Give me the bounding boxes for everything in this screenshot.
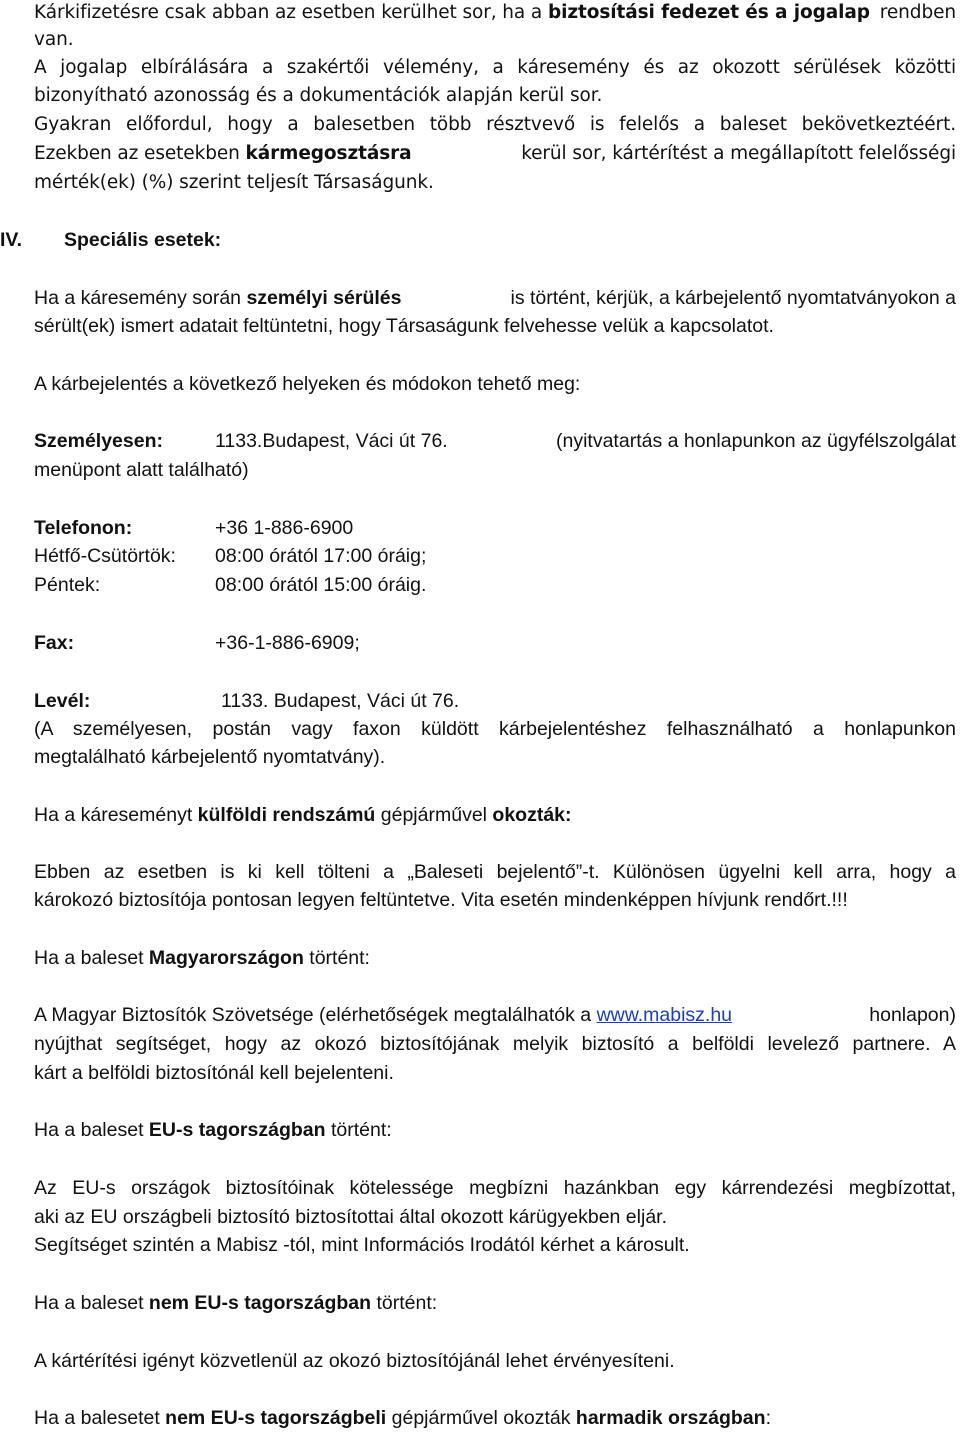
text-span: történt: <box>303 947 370 969</box>
text-span: Ha a balesetet <box>34 1407 166 1429</box>
text-span: Ha a baleset <box>34 1119 149 1141</box>
hungary-line-3: kárt a belföldi biztosítónál kell bejelenteni. <box>34 1062 394 1084</box>
weekday-label: Hétfő-Csütörtök: <box>34 545 176 567</box>
eu-line-1: Az EU-s országok biztosítóinak kötelessége megbízni hazánkban egy kárrendezési megbízottat, <box>34 1177 956 1199</box>
hungary-line-1 <box>34 1002 956 1028</box>
hungary-line-2: nyújthat segítséget, hogy az okozó biztosítójának melyik biztosító a belföldi levelező partnere. A <box>34 1033 956 1055</box>
phone-label: Telefonon: <box>34 517 133 539</box>
foreign-plate-line-2: károkozó biztosítója pontosan legyen feltüntetve. Vita esetén mindenképpen hívjunk rendőrt.!!! <box>34 889 848 911</box>
text-span: történt: <box>371 1292 438 1314</box>
eu-line-3: Segítséget szintén a Mabisz -tól, mint Információs Irodától kérhet a károsult. <box>34 1234 690 1256</box>
payout-line-2: van. <box>34 29 74 50</box>
phone-line <box>0 515 960 541</box>
bold-damage-sharing: kármegosztásra <box>245 143 412 164</box>
text-span: A Magyar Biztosítók Szövetsége (elérhetőségek megtalálhatók a <box>34 1004 597 1026</box>
text-span: Ha a káreseményt <box>34 804 198 826</box>
phone-number: +36 1-886-6900 <box>215 517 354 539</box>
letter-note-line-2: megtalálható kárbejelentő nyomtatvány). <box>34 746 386 768</box>
bold-foreign-plate: külföldi rendszámú <box>197 804 376 826</box>
text-span: Ha a káresemény során <box>34 287 247 309</box>
text-span: Kárkifizetésre csak abban az esetben kerülhet sor, ha a <box>34 2 548 23</box>
payout-line-1 <box>34 0 956 26</box>
fax-label: Fax: <box>34 632 75 654</box>
in-person-line <box>0 428 960 454</box>
text-span: történt: <box>325 1119 392 1141</box>
bold-non-eu-vehicle: nem EU-s tagországbeli <box>165 1407 387 1429</box>
in-person-address: 1133.Budapest, Váci út 76. <box>215 430 448 452</box>
eu-line-2: aki az EU országbeli biztosító biztosítottai által okozott kárügyekben eljár. <box>34 1206 667 1228</box>
in-person-note: (nyitvatartás a honlapunkon az ügyfélszolgálat <box>556 430 956 452</box>
liability-line: Gyakran előfordul, hogy a balesetben több résztvevő is felelős a baleset bekövetkeztéért. <box>34 114 956 135</box>
bold-caused: okozták: <box>492 804 572 826</box>
bold-non-eu: nem EU-s tagországban <box>148 1292 372 1314</box>
text-span: gépjárművel <box>375 804 493 826</box>
legal-basis-line-1: A jogalap elbírálására a szakértői vélemény, a káresemény és az okozott sérülések közötti <box>34 57 956 78</box>
third-country-heading <box>34 1405 956 1431</box>
text-span: Ha a baleset <box>34 1292 149 1314</box>
foreign-plate-heading <box>34 802 956 828</box>
damage-sharing-line-1 <box>34 141 956 167</box>
bold-personal-injury: személyi sérülés <box>246 287 402 309</box>
foreign-plate-line-1: Ebben az esetben is ki kell tölteni a „Baleseti bejelentő”-t. Különösen ügyelni kell arra, hogy a <box>34 861 956 883</box>
friday-hours-line <box>0 572 960 598</box>
letter-label: Levél: <box>34 690 91 712</box>
text-span: rendben <box>879 2 956 23</box>
injury-line-1 <box>34 285 956 311</box>
bold-eu-member: EU-s tagországban <box>148 1119 326 1141</box>
injury-line-2: sérült(ek) ismert adatait feltüntetni, hogy Társaságunk felvehesse velük a kapcsolatot. <box>34 315 774 337</box>
section-title: Speciális esetek: <box>64 229 222 251</box>
text-span: honlapon) <box>869 1004 956 1026</box>
mabisz-link[interactable]: www.mabisz.hu <box>596 1004 733 1026</box>
text-span: Ha a baleset <box>34 947 149 969</box>
non-eu-heading <box>34 1290 956 1316</box>
letter-note-line-1: (A személyesen, postán vagy faxon küldött kárbejelentéshez felhasználható a honlapunkon <box>34 718 956 740</box>
text-span: gépjárművel okozták <box>386 1407 576 1429</box>
fax-line <box>0 630 960 656</box>
weekday-hours-line <box>0 543 960 569</box>
hungary-heading <box>34 945 956 971</box>
letter-address: 1133. Budapest, Váci út 76. <box>221 690 460 712</box>
legal-basis-line-2: bizonyítható azonosság és a dokumentációk alapján kerül sor. <box>34 85 603 106</box>
non-eu-line-1: A kártérítési igényt közvetlenül az okozó biztosítójánál lehet érvényesíteni. <box>34 1350 675 1372</box>
reporting-intro: A kárbejelentés a következő helyeken és módokon tehető meg: <box>34 373 581 395</box>
fax-number: +36-1-886-6909; <box>215 632 360 654</box>
bold-third-country: harmadik országban <box>575 1407 766 1429</box>
text-span: kerül sor, kártérítést a megállapított felelősségi <box>521 143 956 164</box>
letter-line <box>0 688 960 714</box>
in-person-note-line-2: menüpont alatt található) <box>34 459 249 481</box>
friday-hours: 08:00 órától 15:00 óráig. <box>215 574 427 596</box>
friday-label: Péntek: <box>34 574 101 596</box>
in-person-label: Személyesen: <box>34 430 163 452</box>
text-span: Ezekben az esetekben <box>34 143 246 164</box>
weekday-hours: 08:00 órától 17:00 óráig; <box>215 545 427 567</box>
damage-sharing-line-2: mérték(ek) (%) szerint teljesít Társaságunk. <box>34 172 434 193</box>
eu-heading <box>34 1117 956 1143</box>
text-span: : <box>765 1407 771 1429</box>
bold-legal-basis: biztosítási fedezet és a jogalap <box>547 2 870 23</box>
bold-hungary: Magyarországon <box>148 947 304 969</box>
text-span: is történt, kérjük, a kárbejelentő nyomtatványokon a <box>510 287 956 309</box>
section-number: IV. <box>0 229 23 251</box>
